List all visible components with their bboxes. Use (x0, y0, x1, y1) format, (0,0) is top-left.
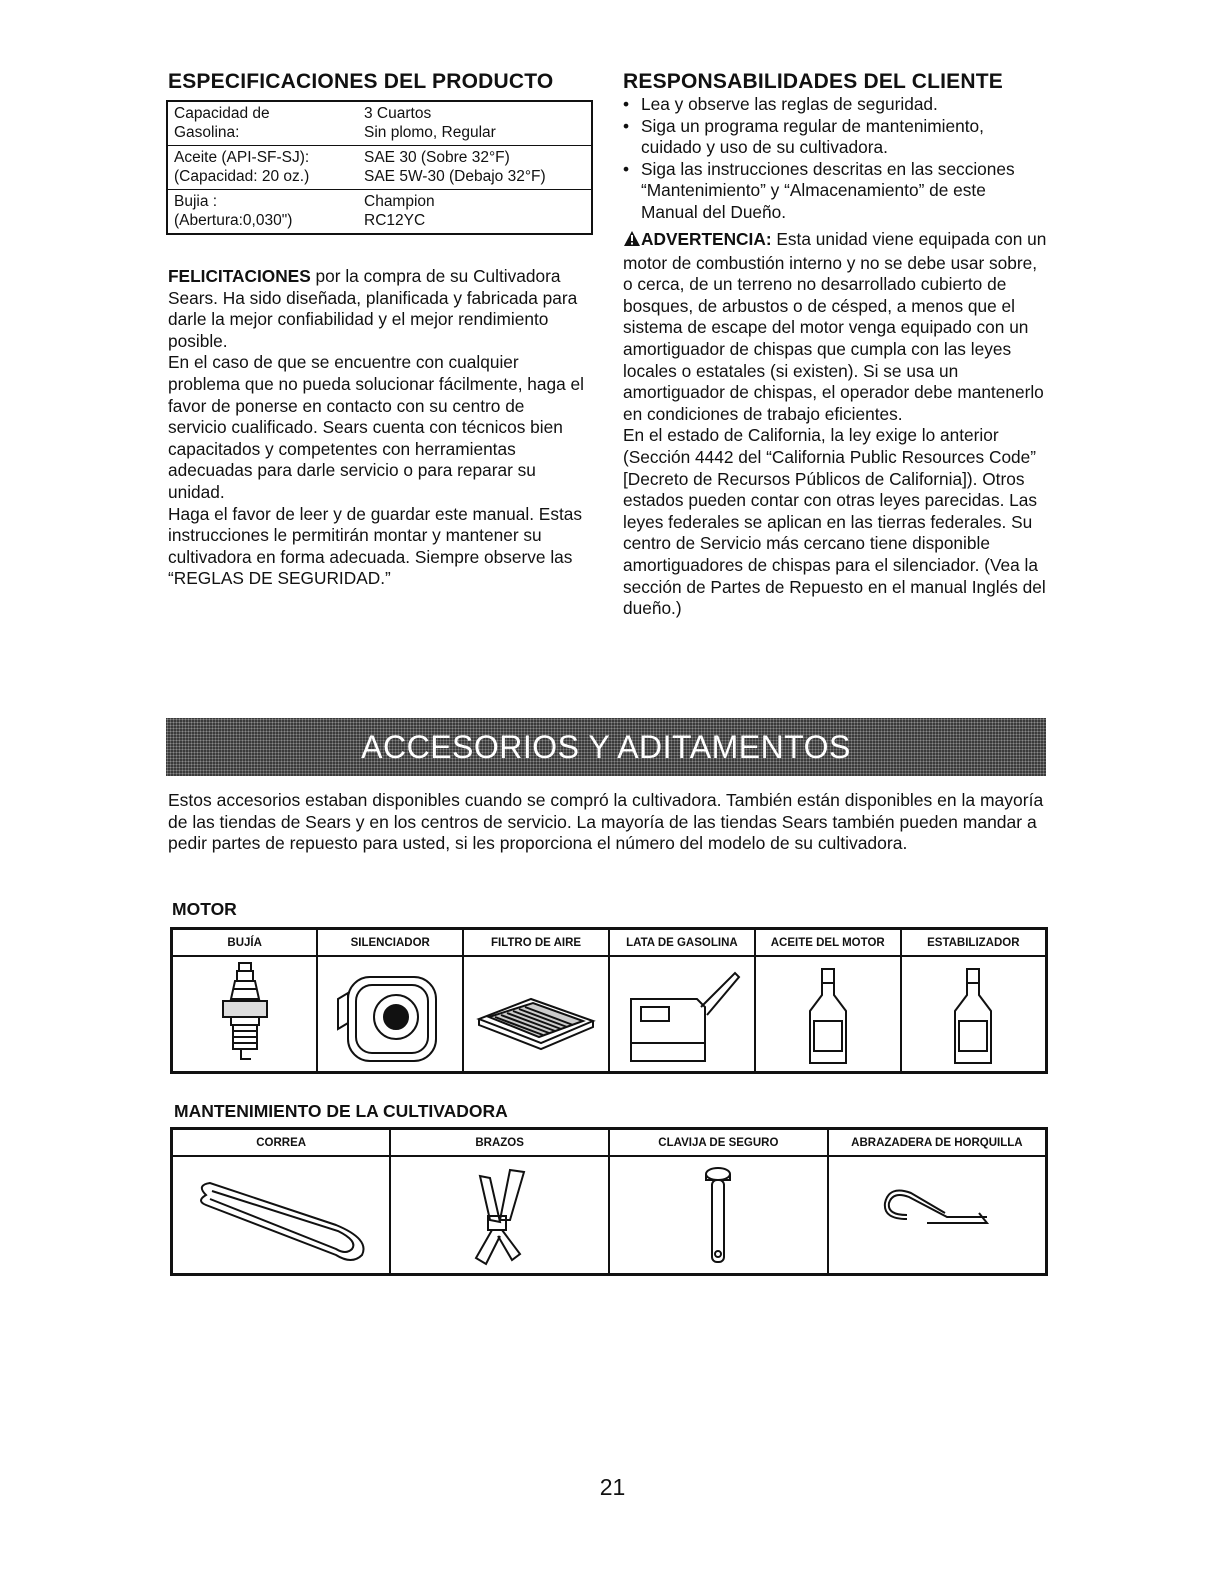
spec-value: Sin plomo, Regular (364, 124, 496, 141)
air-filter-icon (471, 959, 601, 1069)
accessory-label: BRAZOS (390, 1129, 609, 1157)
accessories-intro: Estos accesorios estaban disponibles cuando se compró la cultivadora. También están disponibles en la mayoría de las tiendas de Sears y en los centros de servicio. La mayoría de las tiendas Sears también pueden mandar a pedir partes de repuesto para usted, si les proporciona el número del modelo de su cultivadora. (168, 790, 1044, 854)
specs-title: ESPECIFICACIONES DEL PRODUCTO (168, 70, 554, 93)
congrats-paragraph-2: En el caso de que se encuentre con cualquier problema que no pueda solucionar fácilmente, haga el favor de ponerse en contacto con su centro de servicio cualificado. Sears cuenta con técnicos bien capacitados y competentes con herramientas adecuadas para darle servicio o para reparar su unidad. (168, 352, 584, 502)
stabilizer-bottle-icon (943, 959, 1003, 1069)
motor-accessories-table (170, 927, 1048, 1074)
accessory-label: CORREA (172, 1129, 391, 1157)
maintenance-accessories-table (170, 1127, 1048, 1276)
belt-icon (186, 1165, 376, 1265)
warning-triangle-icon (623, 230, 641, 253)
spec-label: (Abertura:0,030") (174, 212, 293, 229)
accessories-banner (166, 718, 1046, 776)
warning-text: Esta unidad viene equipada con un motor de combustión interno y no se debe usar sobre, o cerca, de un terreno no desarrollado cubierto de bosques, de arbustos o de césped, a menos que el sistema de escape del motor venga equipado con un amortiguador de chispas que cumpla con las leyes locales o estatales (si existen). Si se usa un amortiguador de chispas, el operador debe mantenerlo en condiciones de trabajo eficientes. (623, 229, 1047, 424)
hairpin-clip-icon (867, 1165, 1007, 1265)
list-item: • Siga un programa regular de mantenimiento, cuidado y uso de su cultivadora. (621, 116, 1046, 159)
accessory-label: CLAVIJA DE SEGURO (609, 1129, 828, 1157)
spec-label: (Capacidad: 20 oz.) (174, 168, 310, 185)
accessories-banner-title: ACCESORIOS Y ADITAMENTOS (361, 728, 851, 765)
congrats-paragraph-1 (168, 266, 586, 352)
list-item: • Lea y observe las reglas de seguridad. (621, 94, 1046, 116)
accessory-label: ABRAZADERA DE HORQUILLA (828, 1129, 1047, 1157)
spec-label: Capacidad de (174, 105, 270, 122)
list-item: • Siga las instrucciones descritas en las secciones “Mantenimiento” y “Almacenamiento” de este Manual del Dueño. (621, 159, 1046, 224)
accessory-label: FILTRO DE AIRE (463, 929, 609, 957)
specs-row-oil (167, 146, 592, 190)
page-number: 21 (599, 1474, 626, 1500)
spec-value: Champion (364, 193, 435, 210)
congrats-lead: FELICITACIONES (168, 266, 311, 286)
congrats-section (168, 266, 586, 590)
responsibilities-list (621, 94, 1046, 224)
responsibilities-title: RESPONSABILIDADES DEL CLIENTE (623, 70, 1003, 93)
accessory-label: BUJÍA (172, 929, 318, 957)
maintenance-title: MANTENIMIENTO DE LA CULTIVADORA (174, 1101, 508, 1121)
congrats-text-1: por la compra de su Cultivadora Sears. Ha sido diseñada, planificada y fabricada para darle la mejor confiabilidad y el mejor rendimiento posible. (168, 266, 578, 351)
warning-section (623, 229, 1047, 620)
specs-table (166, 100, 593, 235)
spark-plug-icon (215, 959, 275, 1069)
spec-value: SAE 30 (Sobre 32°F) (364, 149, 510, 166)
tine-arms-icon (440, 1160, 560, 1270)
congrats-paragraph-3: Haga el favor de leer y de guardar este manual. Estas instrucciones le permitirán montar y mantener su cultivadora en forma adecuada. Siempre observe las “REGLAS DE SEGURIDAD.” (168, 503, 583, 589)
specs-row-plug (167, 190, 592, 235)
muffler-icon (330, 959, 450, 1069)
specs-row-fuel (167, 101, 592, 146)
spec-value: RC12YC (364, 212, 426, 229)
spec-label: Aceite (API-SF-SJ): (174, 149, 310, 166)
california-paragraph: En el estado de California, la ley exige lo anterior (Sección 4442 del “California Public Resources Code” [Decreto de Recursos Públicos de California]). Otros estados pueden contar con otras leyes parecidas. Las leyes federales se aplican en las tierras federales. Su centro de Servicio más cercano tiene disponible amortiguadores de chispas para el silenciador. (Vea la sección de Partes de Repuesto en el manual Inglés del dueño.) (623, 425, 1046, 619)
spec-label: Gasolina: (174, 124, 240, 141)
spec-label: Bujia : (174, 193, 218, 210)
accessory-label: ESTABILIZADOR (901, 929, 1047, 957)
accessory-label: SILENCIADOR (317, 929, 463, 957)
gas-can-icon (617, 959, 747, 1069)
spec-value: SAE 5W-30 (Debajo 32°F) (364, 168, 546, 185)
accessory-label: LATA DE GASOLINA (609, 929, 755, 957)
motor-title: MOTOR (172, 899, 237, 919)
clevis-pin-icon (688, 1160, 748, 1270)
spec-value: 3 Cuartos (364, 105, 432, 122)
oil-bottle-icon (798, 959, 858, 1069)
warning-label: ADVERTENCIA: (641, 229, 772, 249)
accessory-label: ACEITE DEL MOTOR (755, 929, 901, 957)
warning-paragraph (623, 229, 1047, 425)
